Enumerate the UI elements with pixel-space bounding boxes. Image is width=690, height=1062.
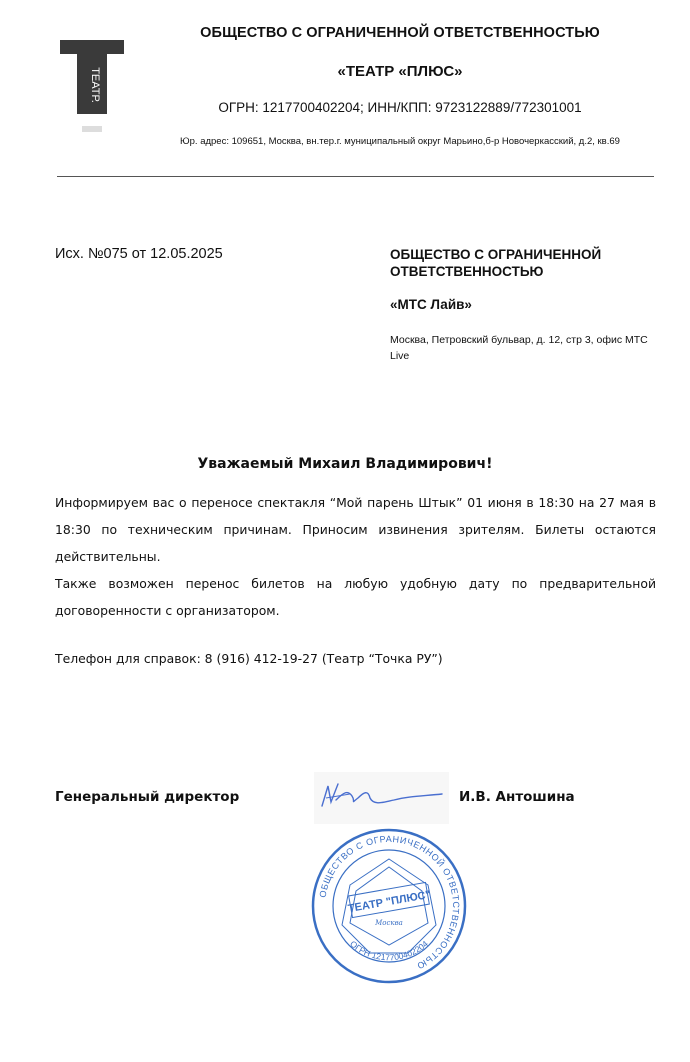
recipient-org-name: «МТС Лайв»: [390, 297, 472, 312]
svg-text:ОГРН 1217700402204: ОГРН 1217700402204: [348, 938, 430, 963]
letterhead-legal-address: Юр. адрес: 109651, Москва, вн.тер.г. муниципальный округ Марьино,б-р Новочеркасский, д.2, кв.69: [180, 136, 620, 147]
company-stamp: [310, 827, 468, 985]
letterhead-org-type: ОБЩЕСТВО С ОГРАНИЧЕННОЙ ОТВЕТСТВЕННОСТЬЮ: [200, 25, 600, 41]
body-paragraph-1: Информируем вас о переносе спектакля “Мой парень Штык” 01 июня в 18:30 на 27 мая в 18:30 по техническим причинам. Приносим извинения зрителям. Билеты остаются действительны.: [55, 495, 656, 564]
handwritten-signature: [314, 772, 449, 824]
letterhead-org-name: «ТЕАТР «ПЛЮС»: [337, 63, 463, 80]
letterhead-registration: ОГРН: 1217700402204; ИНН/КПП: 9723122889/772301001: [218, 100, 582, 115]
recipient-org-type: ОБЩЕСТВО С ОГРАНИЧЕННОЙ ОТВЕТСТВЕННОСТЬЮ: [390, 247, 602, 279]
recipient-block: [390, 246, 650, 364]
outgoing-number: Исх. №075 от 12.05.2025: [55, 246, 223, 262]
logo-text: ТЕАТР.: [89, 67, 101, 103]
theatre-logo: [60, 40, 124, 114]
letter-body: [55, 489, 656, 624]
signatory-title: Генеральный директор: [55, 789, 240, 805]
logo-mark: [82, 124, 102, 134]
svg-text:ТЕАТР "ПЛЮС": ТЕАТР "ПЛЮС": [347, 888, 432, 916]
body-paragraph-2: Также возможен перенос билетов на любую удобную дату по предварительной договоренности с организатором.: [55, 576, 656, 618]
signatory-name: И.В. Антошина: [459, 789, 575, 805]
contact-phone: Телефон для справок: 8 (916) 412-19-27 (Театр “Точка РУ”): [55, 651, 443, 666]
letterhead-divider: [57, 176, 654, 177]
greeting: Уважаемый Михаил Владимирович!: [197, 456, 493, 472]
svg-text:Москва: Москва: [375, 919, 403, 927]
recipient-address: Москва, Петровский бульвар, д. 12, стр 3, офис МТС Live: [390, 334, 648, 362]
svg-text:ОБЩЕСТВО С ОГРАНИЧЕННОЙ ОТВЕТС: ОБЩЕСТВО С ОГРАНИЧЕННОЙ ОТВЕТСТВЕННОСТЬЮ: [317, 833, 462, 972]
